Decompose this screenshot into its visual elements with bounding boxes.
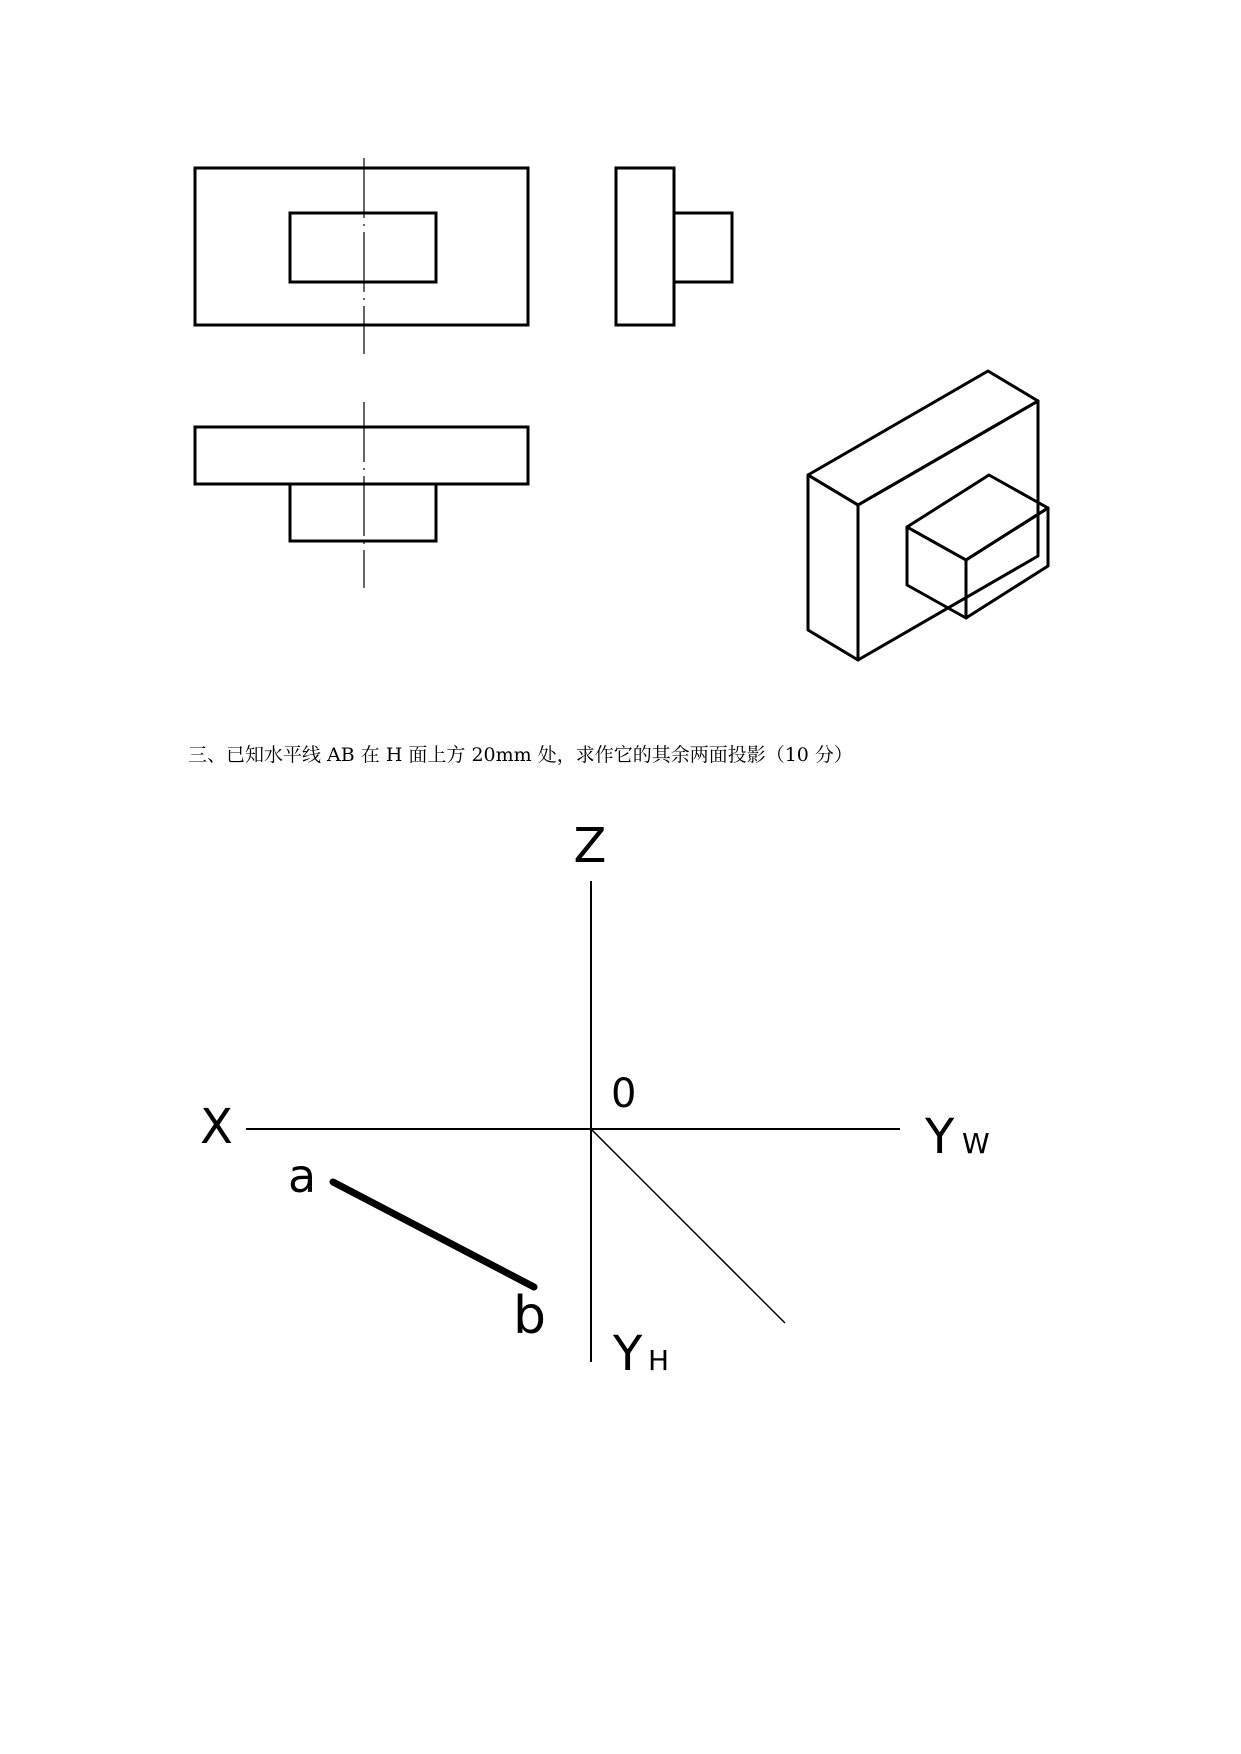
origin-label: 0 — [611, 1071, 637, 1117]
isometric-view — [808, 371, 1048, 660]
front-view-outer — [195, 168, 528, 325]
point-b-label: b — [513, 1286, 547, 1346]
front-view-inner — [290, 213, 436, 282]
top-view-plate — [195, 427, 528, 484]
iso-boss-side — [966, 508, 1048, 618]
side-view — [616, 168, 732, 325]
yh-axis-label: Y — [613, 1326, 643, 1382]
top-view-boss — [290, 484, 436, 541]
question-number: 三、 — [188, 744, 227, 766]
bisector-line — [591, 1129, 785, 1323]
line-ab-horizontal-projection — [333, 1182, 534, 1287]
side-view-boss — [674, 213, 732, 282]
front-view — [195, 158, 528, 354]
three-view-drawing — [0, 0, 1241, 700]
projection-axes-diagram — [0, 800, 1241, 1400]
side-view-plate — [616, 168, 674, 325]
question-text — [188, 740, 853, 767]
point-a-label: a — [288, 1149, 317, 1203]
yw-axis-label: Y — [925, 1109, 955, 1165]
top-view — [195, 402, 528, 588]
z-axis-label: Z — [573, 818, 607, 874]
iso-boss-top — [907, 475, 1048, 560]
iso-plate-top — [808, 371, 1038, 505]
x-axis-label: X — [200, 1099, 233, 1155]
iso-plate-front — [808, 475, 858, 660]
yw-axis-subscript: W — [962, 1127, 990, 1160]
yh-axis-subscript: H — [648, 1344, 670, 1377]
question-body: 已知水平线 AB 在 H 面上方 20mm 处，求作它的其余两面投影（10 分） — [226, 744, 853, 766]
